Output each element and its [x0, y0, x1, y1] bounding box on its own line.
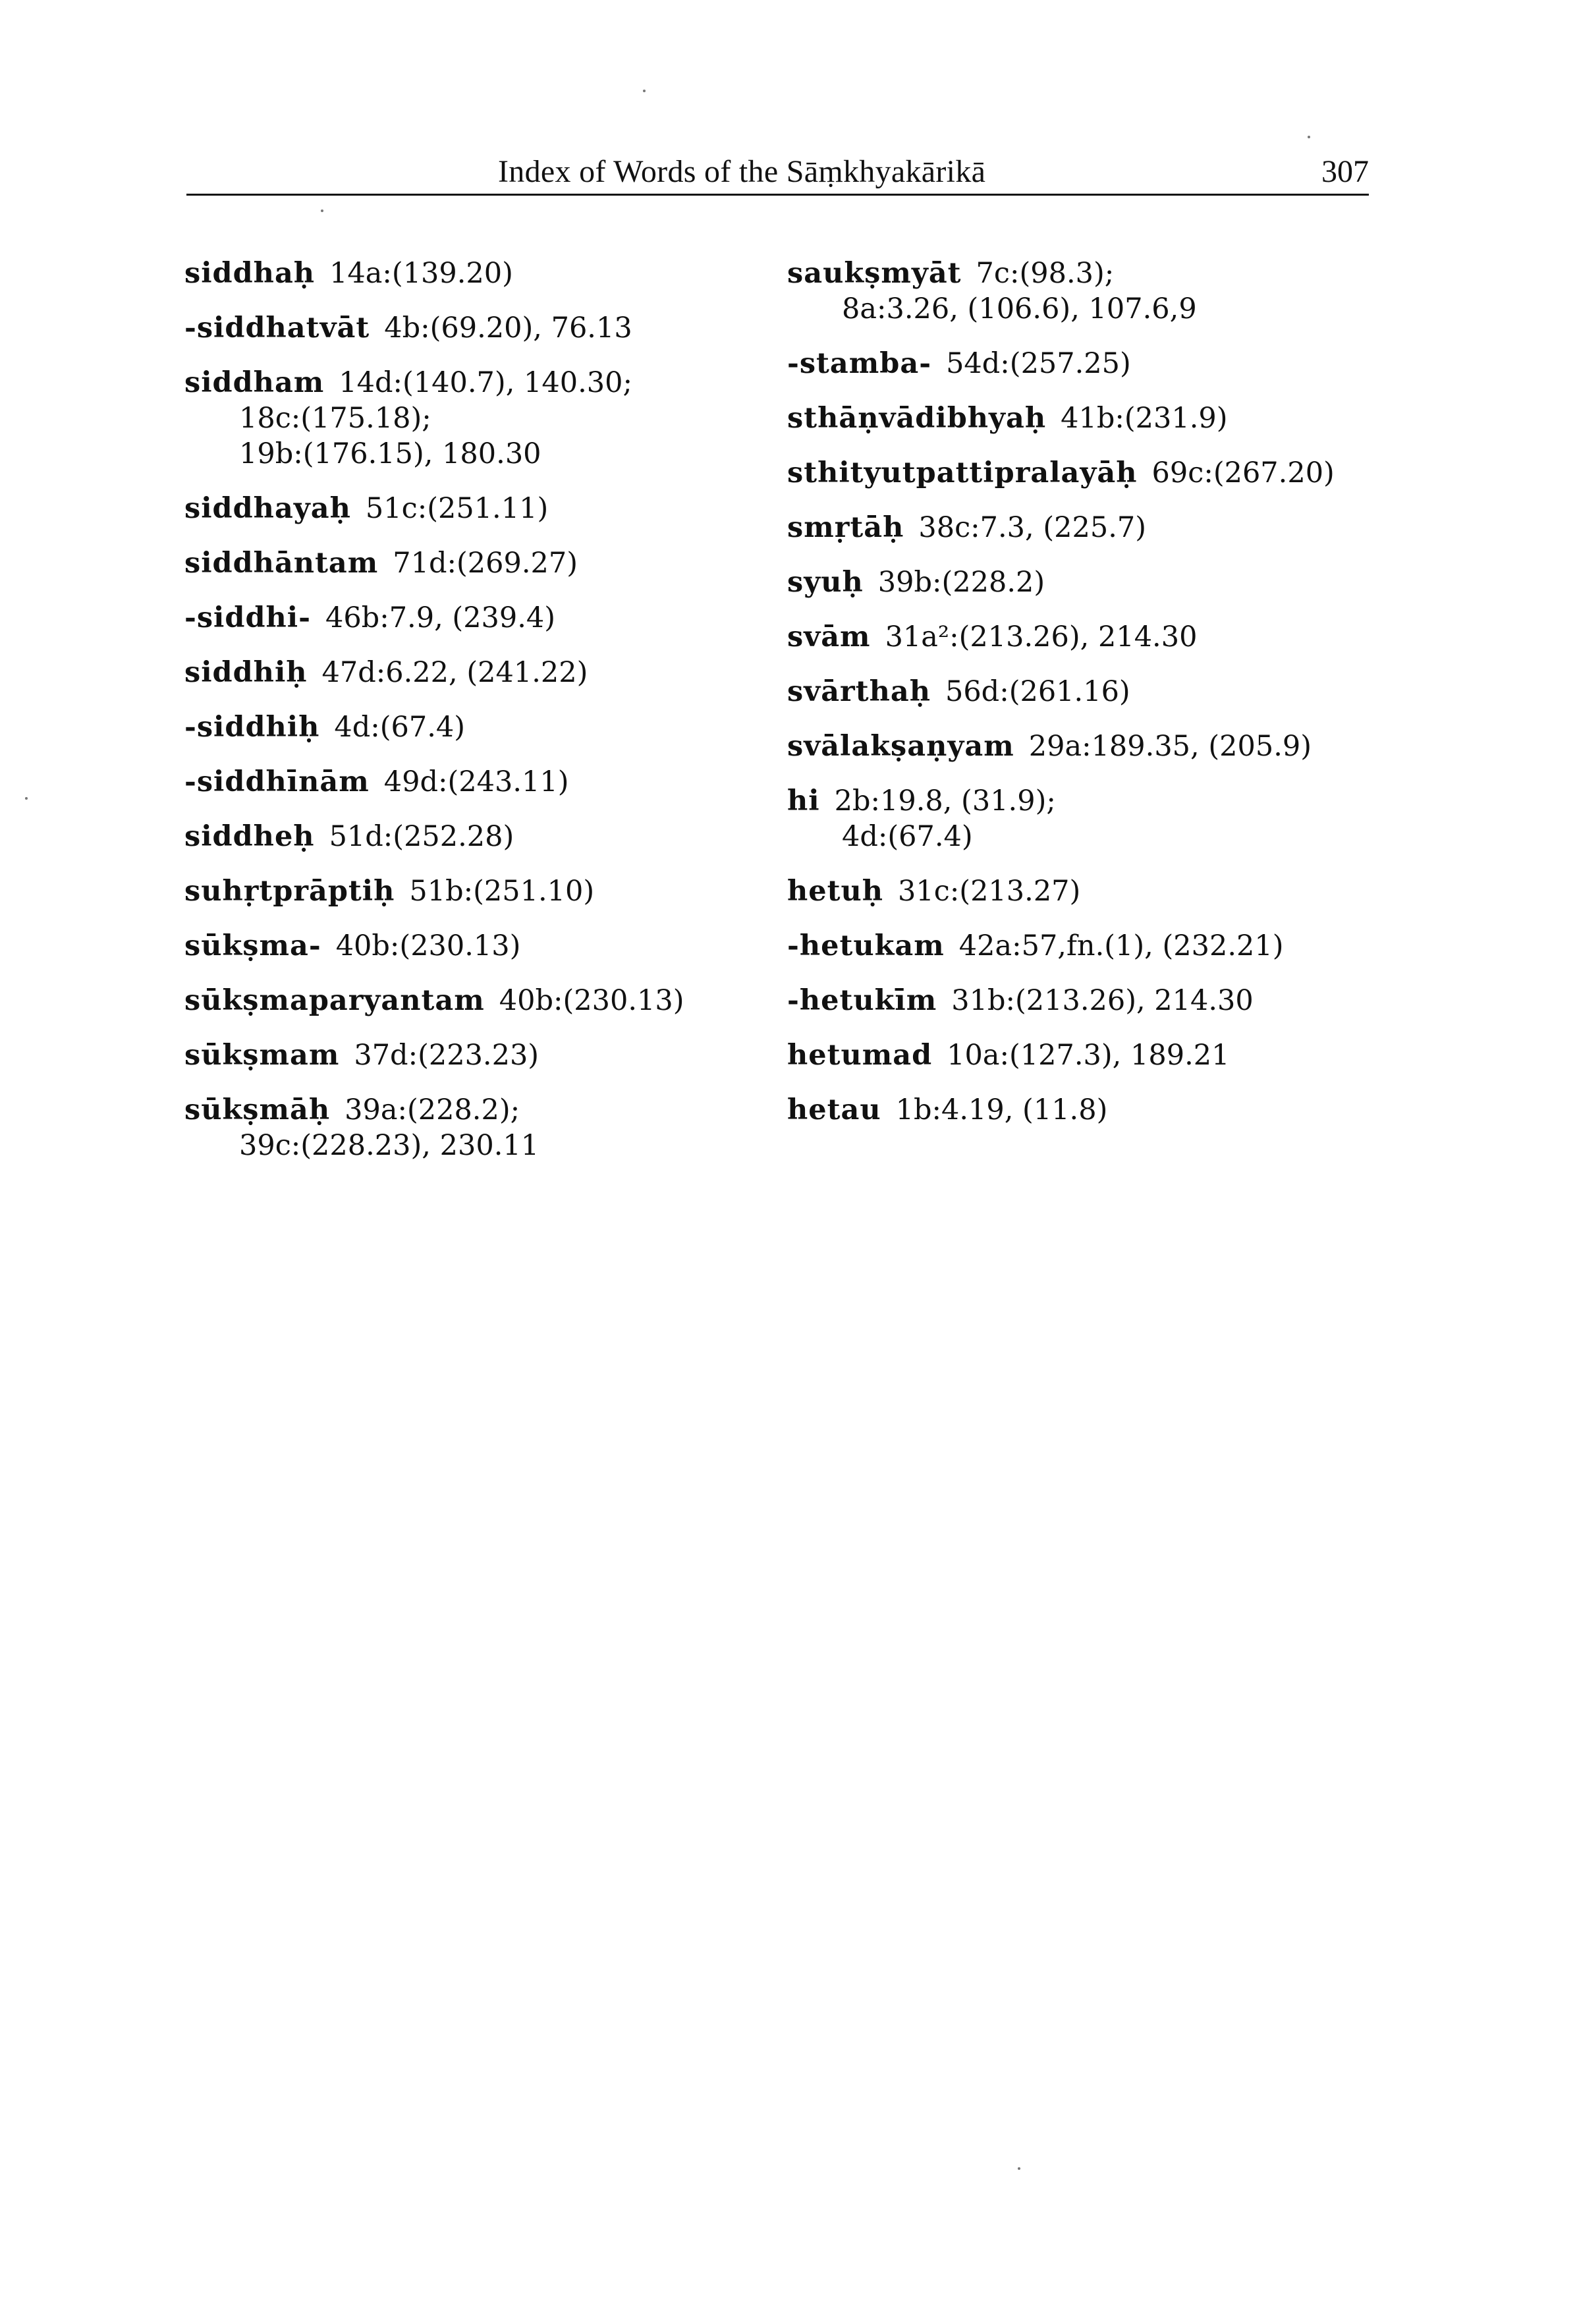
headword: siddhaḥ — [184, 257, 316, 290]
index-entry — [787, 256, 1380, 327]
index-entry-first-line — [787, 401, 1380, 436]
verse-reference: 40b:(230.13) — [499, 984, 684, 1017]
scan-speck — [25, 797, 28, 800]
verse-reference: 2b:19.8, (31.9); — [834, 785, 1056, 817]
index-entry — [787, 873, 1380, 909]
verse-reference: 40b:(230.13) — [335, 929, 521, 962]
verse-reference: 47d:6.22, (241.22) — [321, 656, 588, 689]
headword: sūkṣma- — [184, 929, 321, 962]
index-entry-first-line — [184, 709, 751, 745]
index-entry-first-line — [184, 310, 751, 346]
headword: -siddhi- — [184, 601, 311, 634]
headword: siddhāntam — [184, 547, 379, 580]
verse-reference: 7c:(98.3); — [976, 257, 1115, 290]
index-entry — [787, 1038, 1380, 1073]
index-entry-first-line — [184, 928, 751, 964]
index-entry-first-line — [787, 983, 1380, 1018]
headword: hetau — [787, 1093, 881, 1126]
verse-reference: 54d:(257.25) — [946, 347, 1131, 380]
index-column-left — [184, 256, 751, 1182]
index-entry — [184, 256, 751, 291]
headword: hi — [787, 785, 820, 817]
verse-reference: 1b:4.19, (11.8) — [895, 1093, 1108, 1126]
index-entry — [787, 619, 1380, 655]
index-entry — [184, 764, 751, 800]
index-column-right — [787, 256, 1380, 1147]
index-entry-first-line — [184, 655, 751, 690]
index-entry-first-line — [184, 365, 751, 401]
index-entry-first-line — [184, 764, 751, 800]
index-entry — [787, 455, 1380, 491]
verse-reference: 69c:(267.20) — [1151, 456, 1335, 489]
headword: -stamba- — [787, 347, 932, 380]
index-entry-first-line — [787, 256, 1380, 291]
verse-reference: 41b:(231.9) — [1061, 402, 1228, 435]
index-entry — [787, 729, 1380, 764]
index-entry-first-line — [787, 928, 1380, 964]
scan-speck — [321, 209, 323, 212]
index-entry — [184, 1092, 751, 1163]
headword: smṛtāḥ — [787, 511, 904, 544]
headword: -siddhiḥ — [184, 711, 320, 744]
index-entry-first-line — [184, 1038, 751, 1073]
scan-speck — [643, 90, 646, 92]
verse-reference: 14a:(139.20) — [329, 257, 513, 290]
headword: sūkṣmam — [184, 1039, 340, 1072]
index-entry — [184, 310, 751, 346]
headword: sthityutpattipralayāḥ — [787, 456, 1138, 489]
index-entry-first-line — [184, 256, 751, 291]
headword: sūkṣmāḥ — [184, 1093, 331, 1126]
headword: suhṛtprāptiḥ — [184, 875, 395, 908]
headword: siddhayaḥ — [184, 492, 351, 525]
index-entry — [184, 655, 751, 690]
verse-reference: 4b:(69.20), 76.13 — [384, 312, 632, 345]
verse-reference: 46b:7.9, (239.4) — [325, 601, 556, 634]
scan-speck — [1018, 2167, 1020, 2170]
verse-reference: 38c:7.3, (225.7) — [918, 511, 1147, 544]
headword: hetumad — [787, 1039, 933, 1072]
headword: svārthaḥ — [787, 675, 931, 708]
headword: -siddhīnām — [184, 765, 370, 798]
index-entry — [787, 1092, 1380, 1128]
index-entry-first-line — [787, 873, 1380, 909]
index-entry-first-line — [184, 819, 751, 854]
verse-reference: 19b:(176.15), 180.30 — [239, 437, 541, 470]
index-entry — [787, 510, 1380, 545]
verse-reference: 31c:(213.27) — [898, 875, 1081, 908]
running-title: Index of Words of the Sāṃkhyakārikā — [498, 154, 986, 189]
verse-reference: 37d:(223.23) — [354, 1039, 540, 1072]
headword: -hetukīm — [787, 984, 937, 1017]
page-header — [186, 148, 1369, 196]
verse-reference: 39b:(228.2) — [877, 566, 1045, 599]
index-entry-continuation — [787, 819, 1380, 854]
verse-reference: 4d:(67.4) — [842, 820, 973, 853]
verse-reference: 56d:(261.16) — [945, 675, 1130, 708]
headword: svām — [787, 621, 871, 653]
headword: siddham — [184, 366, 325, 399]
index-entry-first-line — [787, 783, 1380, 819]
index-entry-continuation — [184, 436, 751, 472]
index-entry-continuation — [184, 1128, 751, 1163]
index-entry-first-line — [184, 1092, 751, 1128]
index-entry — [184, 709, 751, 745]
headword: svālakṣaṇyam — [787, 730, 1014, 763]
index-entry-first-line — [184, 491, 751, 526]
header-rule — [186, 194, 1369, 196]
index-entry-first-line — [787, 1038, 1380, 1073]
index-entry-first-line — [787, 1092, 1380, 1128]
headword: saukṣmyāt — [787, 257, 962, 290]
headword: siddheḥ — [184, 820, 315, 853]
index-entry — [184, 365, 751, 472]
index-entry — [184, 600, 751, 636]
verse-reference: 39c:(228.23), 230.11 — [239, 1129, 540, 1162]
verse-reference: 51b:(251.10) — [409, 875, 595, 908]
index-entry-first-line — [787, 674, 1380, 709]
verse-reference: 29a:189.35, (205.9) — [1028, 730, 1312, 763]
index-entry-first-line — [787, 619, 1380, 655]
verse-reference: 8a:3.26, (106.6), 107.6,9 — [842, 292, 1197, 325]
headword: -hetukam — [787, 929, 945, 962]
index-entry — [787, 674, 1380, 709]
scan-speck — [1308, 136, 1310, 138]
headword: -siddhatvāt — [184, 312, 370, 345]
index-entry — [184, 873, 751, 909]
index-entry — [184, 491, 751, 526]
verse-reference: 14d:(140.7), 140.30; — [339, 366, 632, 399]
index-entry-first-line — [184, 983, 751, 1018]
verse-reference: 51d:(252.28) — [329, 820, 514, 853]
index-entry — [184, 1038, 751, 1073]
headword: hetuḥ — [787, 875, 884, 908]
index-entry — [184, 545, 751, 581]
verse-reference: 71d:(269.27) — [393, 547, 578, 580]
index-entry — [787, 983, 1380, 1018]
verse-reference: 39a:(228.2); — [345, 1093, 520, 1126]
headword: sūkṣmaparyantam — [184, 984, 485, 1017]
index-entry — [787, 401, 1380, 436]
verse-reference: 42a:57,fn.(1), (232.21) — [958, 929, 1284, 962]
index-entry — [787, 346, 1380, 381]
index-entry-first-line — [184, 600, 751, 636]
index-entry — [184, 819, 751, 854]
index-entry-first-line — [787, 729, 1380, 764]
index-entry-first-line — [787, 565, 1380, 600]
verse-reference: 31a²:(213.26), 214.30 — [885, 621, 1198, 653]
index-entry — [787, 783, 1380, 854]
verse-reference: 10a:(127.3), 189.21 — [947, 1039, 1230, 1072]
verse-reference: 49d:(243.11) — [383, 765, 569, 798]
index-entry-continuation — [184, 401, 751, 436]
verse-reference: 31b:(213.26), 214.30 — [951, 984, 1254, 1017]
headword: sthāṇvādibhyaḥ — [787, 402, 1047, 435]
index-entry — [787, 565, 1380, 600]
headword: syuḥ — [787, 566, 864, 599]
index-entry-continuation — [787, 291, 1380, 327]
verse-reference: 4d:(67.4) — [334, 711, 466, 744]
index-entry-first-line — [787, 346, 1380, 381]
index-entry — [184, 983, 751, 1018]
headword: siddhiḥ — [184, 656, 308, 689]
verse-reference: 18c:(175.18); — [239, 402, 431, 435]
index-entry-first-line — [787, 510, 1380, 545]
index-entry — [184, 928, 751, 964]
page-number: 307 — [1321, 154, 1369, 189]
index-entry-first-line — [184, 873, 751, 909]
verse-reference: 51c:(251.11) — [365, 492, 549, 525]
index-entry — [787, 928, 1380, 964]
index-entry-first-line — [184, 545, 751, 581]
index-entry-first-line — [787, 455, 1380, 491]
